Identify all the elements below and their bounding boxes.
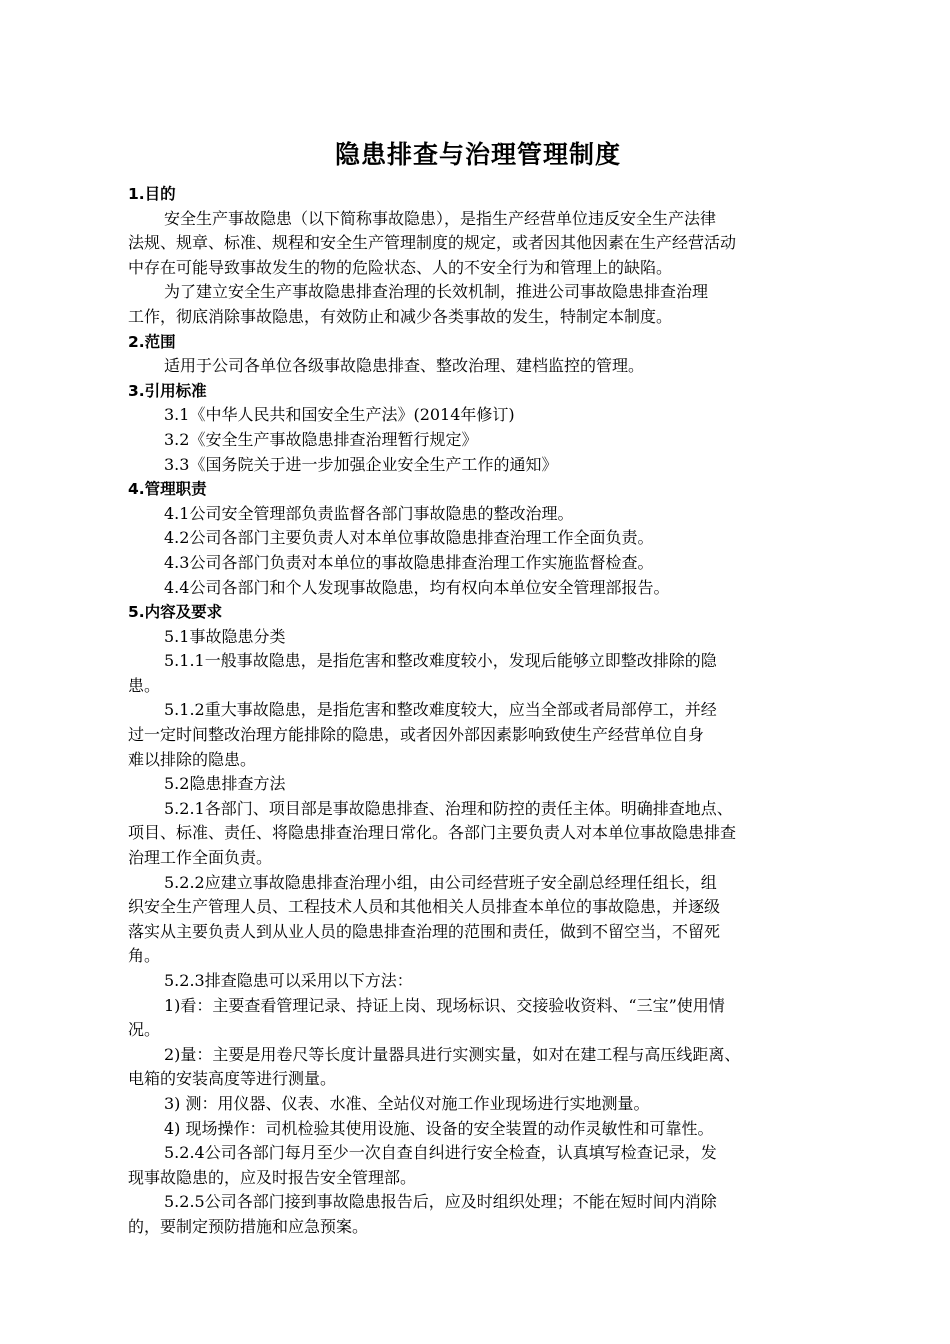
document-body [128, 182, 828, 1240]
text-line: 织安全生产管理人员、工程技术人员和其他相关人员排查本单位的事故隐患，并逐级 [128, 897, 721, 917]
section-heading: 1.目的 [128, 185, 176, 203]
section-heading: 5.内容及要求 [128, 603, 223, 622]
text-line: 安全生产事故隐患（以下简称事故隐患），是指生产经营单位违反安全生产法律 [164, 208, 717, 228]
text-line: 角。 [128, 946, 161, 966]
text-line: 工作，彻底消除事故隐患，有效防止和减少各类事故的发生，特制定本制度。 [128, 306, 673, 326]
text-line: 3.2《安全生产事故隐患排查治理暂行规定》 [164, 429, 478, 449]
text-line: 电箱的安装高度等进行测量。 [128, 1069, 337, 1089]
text-line: 1)看：主要查看管理记录、持证上岗、现场标识、交接验收资料、“三宝”使用情 [164, 995, 725, 1015]
text-line: 患。 [128, 675, 161, 695]
section-heading: 4.管理职责 [128, 480, 207, 499]
text-line: 3.1《中华人民共和国安全生产法》(2014年修订) [164, 405, 515, 425]
text-line: 适用于公司各单位各级事故隐患排查、整改治理、建档监控的管理。 [164, 356, 645, 376]
text-line: 为了建立安全生产事故隐患排查治理的长效机制，推进公司事故隐患排查治理 [164, 282, 709, 302]
text-line: 5.2.1各部门、项目部是事故隐患排查、治理和防控的责任主体。明确排查地点、 [164, 798, 733, 818]
text-line: 法规、规章、标准、规程和安全生产管理制度的规定，或者因其他因素在生产经营活动 [128, 233, 737, 253]
text-line: 4.3公司各部门负责对本单位的事故隐患排查治理工作实施监督检查。 [164, 552, 654, 572]
text-line: 2)量：主要是用卷尺等长度计量器具进行实测实量，如对在建工程与高压线距离、 [164, 1044, 741, 1064]
text-line: 过一定时间整改治理方能排除的隐患，或者因外部因素影响致使生产经营单位自身 [128, 725, 705, 745]
text-line: 中存在可能导致事故发生的物的危险状态、人的不安全行为和管理上的缺陷。 [128, 257, 673, 277]
text-line: 落实从主要负责人到从业人员的隐患排查治理的范围和责任，做到不留空当，不留死 [128, 921, 721, 941]
text-line: 的，要制定预防措施和应急预案。 [128, 1216, 369, 1236]
text-line: 5.1.1一般事故隐患，是指危害和整改难度较小，发现后能够立即整改排除的隐 [164, 651, 717, 671]
text-line: 况。 [128, 1020, 161, 1040]
text-line: 治理工作全面负责。 [128, 848, 273, 868]
text-line: 现事故隐患的，应及时报告安全管理部。 [128, 1167, 417, 1187]
document-page [128, 138, 828, 1240]
text-line: 5.2.5公司各部门接到事故隐患报告后，应及时组织处理；不能在短时间内消除 [164, 1192, 717, 1212]
section-heading: 2.范围 [128, 332, 176, 351]
text-line: 5.2隐患排查方法 [164, 774, 286, 794]
text-line: 5.1事故隐患分类 [164, 626, 286, 646]
text-line: 4.1公司安全管理部负责监督各部门事故隐患的整改治理。 [164, 503, 574, 523]
text-line: 5.2.4公司各部门每月至少一次自查自纠进行安全检查，认真填写检查记录，发 [164, 1143, 717, 1163]
text-line: 5.1.2重大事故隐患，是指危害和整改难度较大，应当全部或者局部停工，并经 [164, 700, 717, 720]
section-heading: 3.引用标准 [128, 381, 207, 400]
text-line: 4) 现场操作：司机检验其使用设施、设备的安全装置的动作灵敏性和可靠性。 [164, 1118, 714, 1138]
text-line: 难以排除的隐患。 [128, 749, 257, 769]
text-line: 3) 测：用仪器、仪表、水准、全站仪对施工作业现场进行实地测量。 [164, 1093, 650, 1113]
text-line: 5.2.2应建立事故隐患排查治理小组，由公司经营班子安全副总经理任组长，组 [164, 872, 717, 892]
text-line: 项目、标准、责任、将隐患排查治理日常化。各部门主要负责人对本单位事故隐患排查 [128, 823, 737, 843]
text-line: 3.3《国务院关于进一步加强企业安全生产工作的通知》 [164, 454, 558, 474]
text-line: 5.2.3排查隐患可以采用以下方法： [164, 971, 413, 990]
text-line: 4.4公司各部门和个人发现事故隐患，均有权向本单位安全管理部报告。 [164, 577, 670, 597]
text-line: 4.2公司各部门主要负责人对本单位事故隐患排查治理工作全面负责。 [164, 528, 654, 548]
page-title: 隐患排查与治理管理制度 [334, 140, 621, 169]
